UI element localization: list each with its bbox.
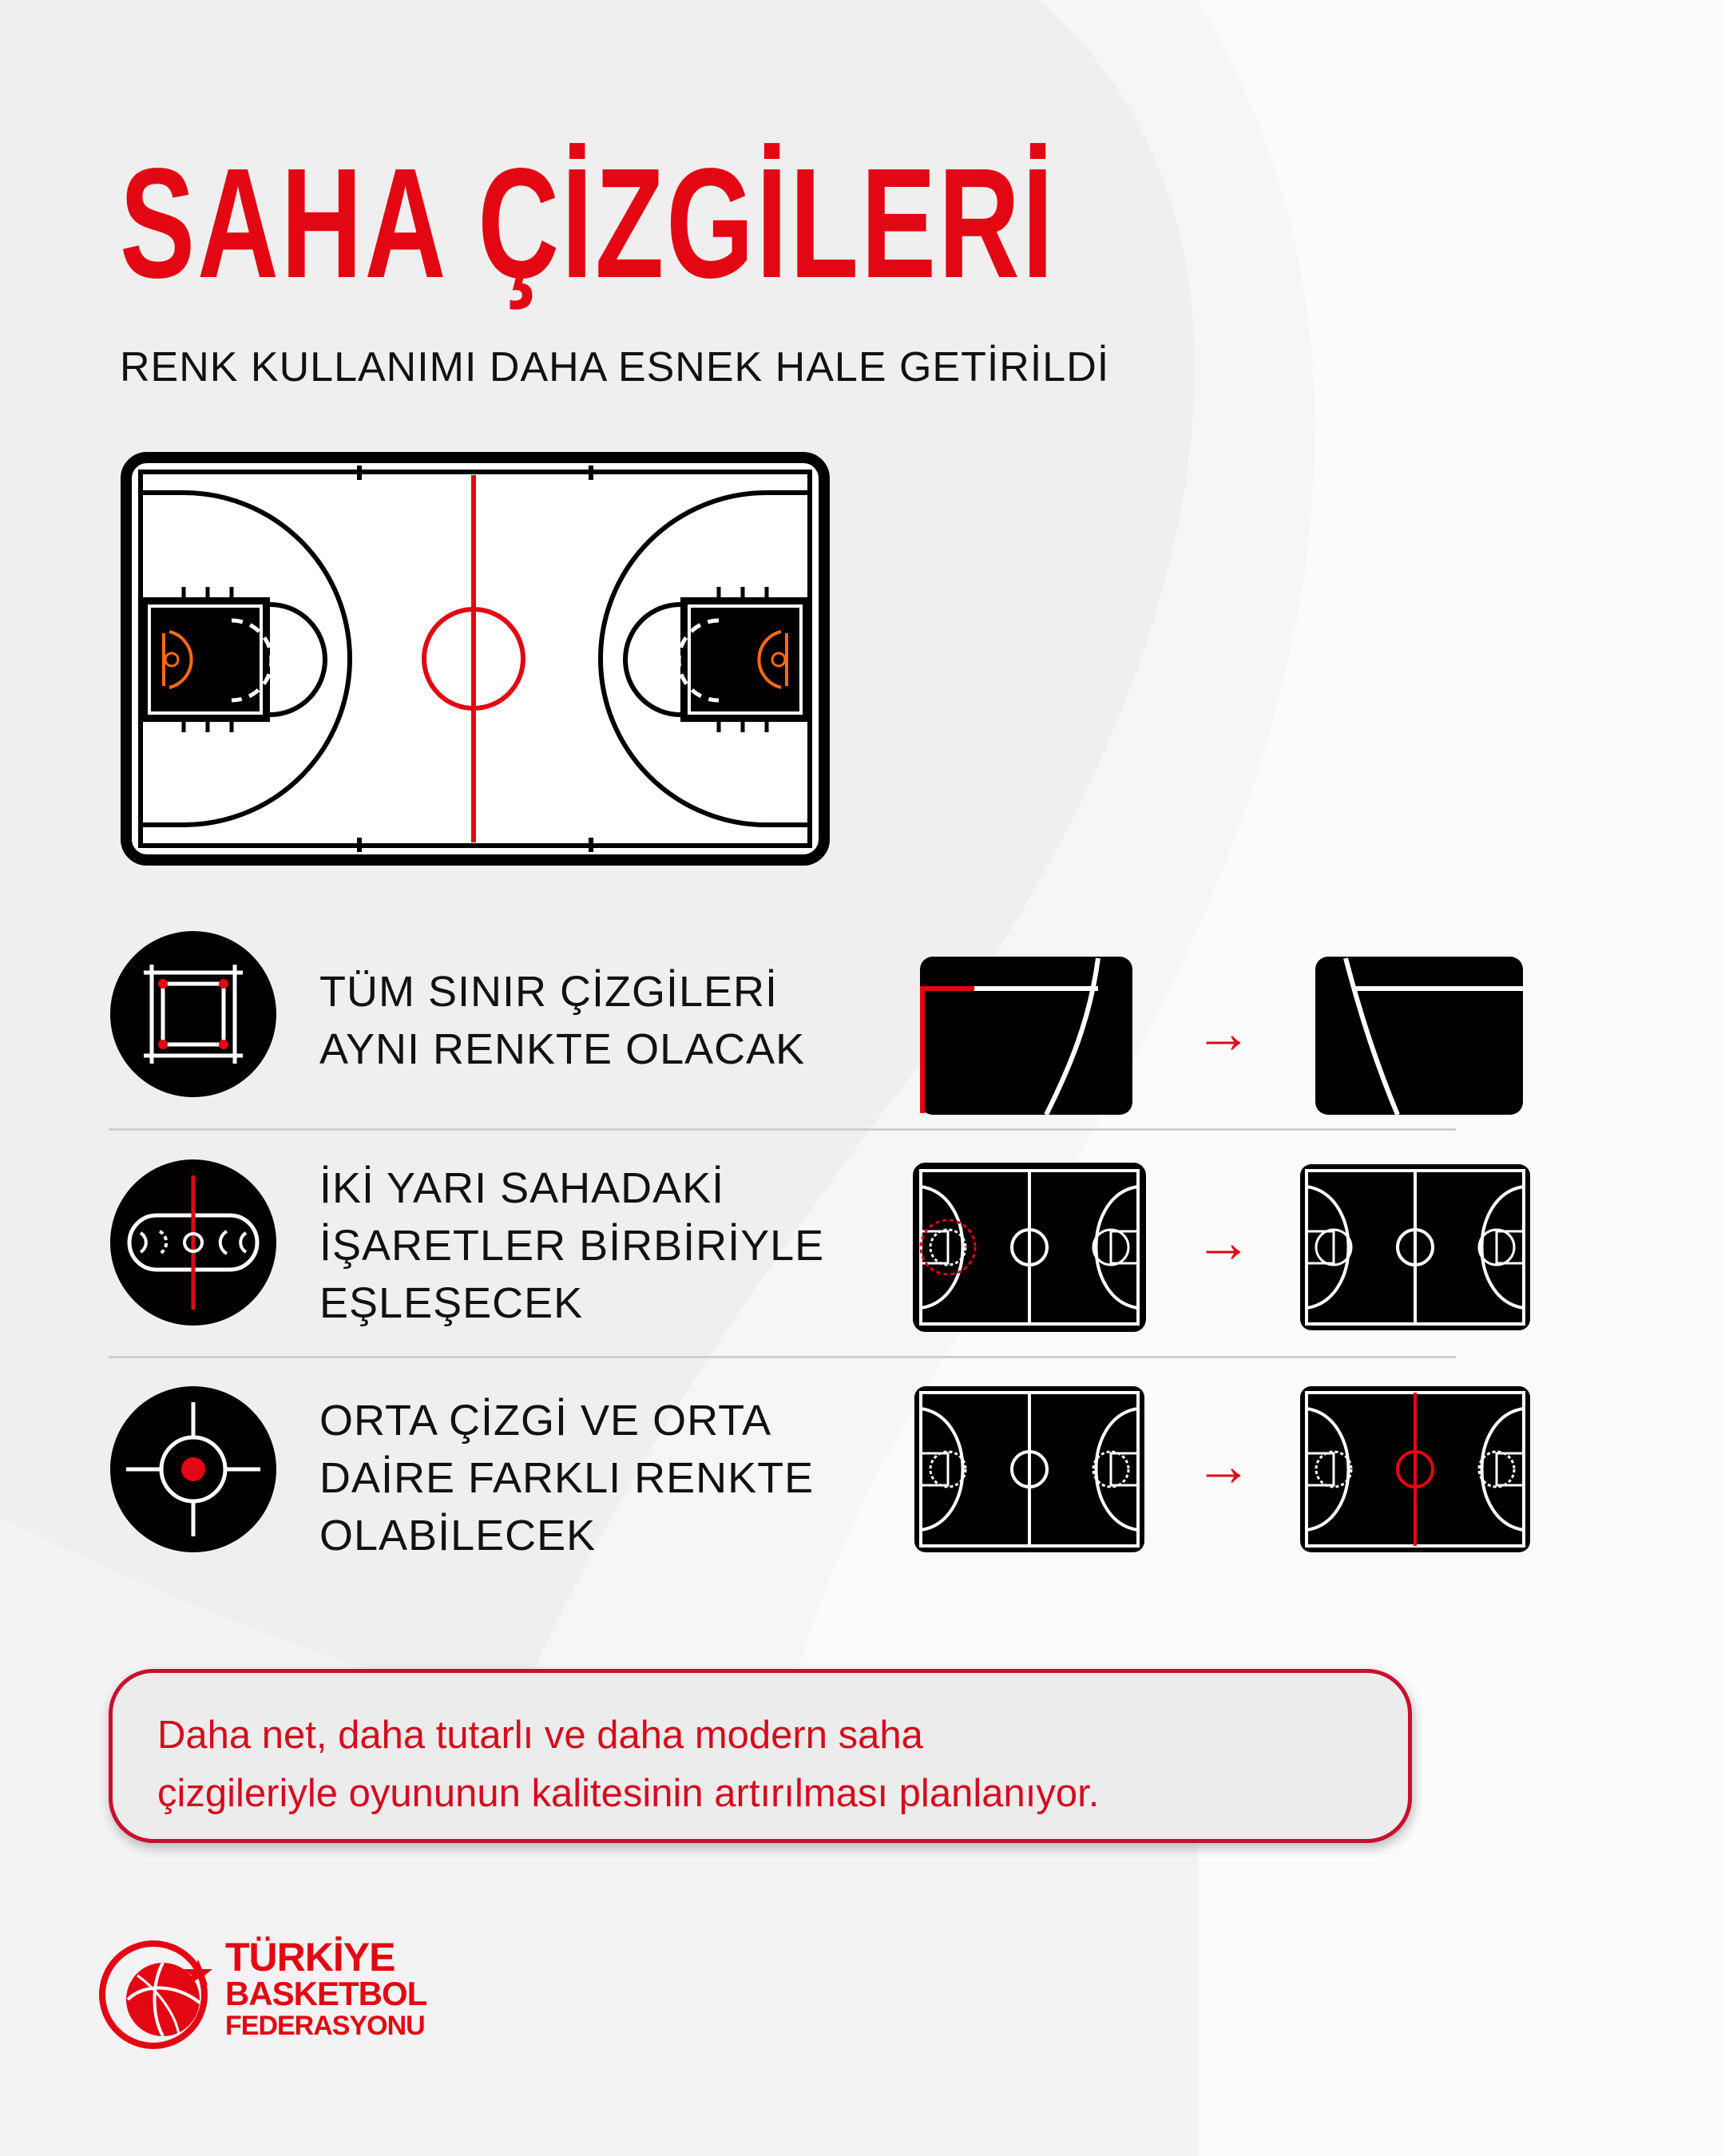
rule-3-line-2: DAİRE FARKLI RENKTE	[319, 1454, 815, 1502]
rule-1-line-1: TÜM SINIR ÇİZGİLERİ	[319, 968, 779, 1016]
basketball-logo-icon	[96, 1936, 216, 2055]
main-court-diagram	[120, 451, 831, 866]
rule-2-line-2: İŞARETLER BİRBİRİYLE	[319, 1222, 825, 1270]
rule-3-line-1: ORTA ÇİZGİ VE ORTA	[319, 1397, 772, 1445]
rule-1-text	[319, 963, 805, 1078]
federation-logo	[96, 1932, 463, 2052]
rule-2-after-diagram	[1299, 1163, 1532, 1332]
summary-note-line-1: Daha net, daha tutarlı ve daha modern saha	[157, 1714, 923, 1757]
logo-word-3: FEDERASYONU	[225, 2011, 425, 2041]
center-circle-icon	[109, 1385, 278, 1554]
rule-1-after-diagram	[1314, 955, 1525, 1116]
matching-halves-icon	[109, 1158, 278, 1327]
rule-2-text	[319, 1159, 824, 1332]
rule-3-text	[319, 1392, 814, 1564]
rule-2-before-diagram	[913, 1163, 1146, 1332]
summary-note-text	[157, 1706, 1099, 1823]
logo-word-2: BASKETBOL	[225, 1975, 427, 2012]
logo-word-1: TÜRKİYE	[225, 1935, 395, 1980]
rule-3-arrow: →	[1195, 1434, 1252, 1498]
boundary-lines-icon	[109, 929, 278, 1099]
rule-3-before-diagram	[913, 1385, 1146, 1554]
summary-note	[109, 1669, 1412, 1843]
rule-2-line-1: İKİ YARI SAHADAKİ	[319, 1164, 725, 1212]
rule-1-arrow: →	[1195, 1001, 1252, 1065]
divider-1	[109, 1128, 1456, 1131]
rule-3-line-3: OLABİLECEK	[319, 1512, 597, 1560]
divider-2	[109, 1356, 1456, 1358]
page-title: SAHA ÇİZGİLERİ	[120, 136, 1056, 311]
rule-1-before-diagram	[918, 955, 1134, 1116]
rule-3-after-diagram	[1299, 1385, 1532, 1554]
rule-2-arrow: →	[1195, 1211, 1252, 1274]
rule-1-line-2: AYNI RENKTE OLACAK	[319, 1025, 806, 1073]
page-subtitle: RENK KULLANIMI DAHA ESNEK HALE GETİRİLDİ	[120, 344, 1110, 390]
summary-note-line-2: çizgileriyle oyununun kalitesinin artırılması planlanıyor.	[157, 1772, 1100, 1815]
rule-2-line-3: EŞLEŞECEK	[319, 1279, 584, 1327]
